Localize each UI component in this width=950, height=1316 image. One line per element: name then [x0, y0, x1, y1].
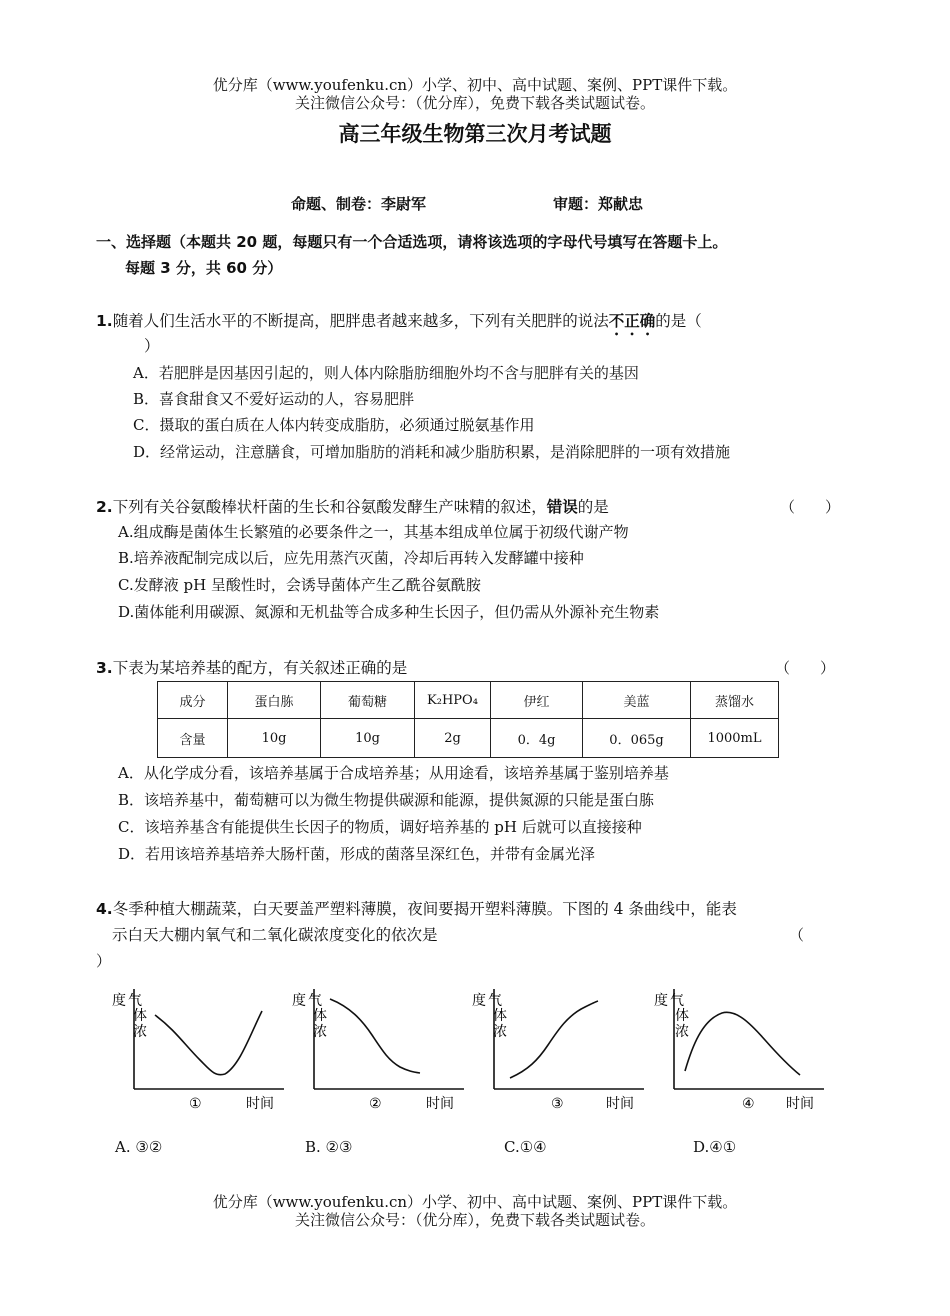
table-cell: 1000mL [691, 719, 779, 758]
question-1-number: 1. [96, 312, 113, 330]
question-3-option-a: A．从化学成分看，该培养基属于合成培养基；从用途看，该培养基属于鉴别培养基 [118, 764, 669, 782]
table-cell: 含量 [158, 719, 228, 758]
question-1-stem [96, 309, 702, 339]
graph-1-marker: ① [189, 1096, 202, 1112]
question-2-option-a: A.组成酶是菌体生长繁殖的必要条件之一，其基本组成单位属于初级代谢产物 [118, 523, 629, 541]
question-2-option-d: D.菌体能利用碳源、氮源和无机盐等合成多种生长因子，但仍需从外源补充生物素 [118, 603, 660, 621]
question-1-text-b: 的是（ [655, 312, 702, 330]
question-3-option-d: D．若用该培养基培养大肠杆菌，形成的菌落呈深红色，并带有金属光泽 [118, 845, 596, 863]
graph-1-curve [155, 1011, 262, 1075]
question-2-text-a: 下列有关谷氨酸棒状杆菌的生长和谷氨酸发酵生产味精的叙述， [112, 498, 547, 516]
graph-4-y-label: 浓 [675, 1024, 689, 1040]
graph-3-marker: ③ [551, 1096, 564, 1112]
question-4-stem-line-2: 示白天大棚内氧气和二氧化碳浓度变化的依次是 [112, 926, 438, 944]
table-header-cell: 蒸馏水 [691, 682, 779, 719]
graph-3-curve [510, 1001, 598, 1078]
table-cell: 0．065g [583, 719, 691, 758]
graph-4-curve [685, 1012, 800, 1075]
page-title: 高三年级生物第三次月考试题 [338, 122, 612, 146]
question-1-text-a: 随着人们生活水平的不断提高，肥胖患者越来越多，下列有关肥胖的说法 [112, 312, 609, 330]
header-line-1: 优分库（www.youfenku.cn）小学、初中、高中试题、案例、PPT课件下载。 [212, 76, 738, 94]
graph-3-y-label: 体 [493, 1008, 507, 1024]
graph-4-x-label: 时间 [786, 1096, 814, 1112]
graph-2-y-label: 浓 [313, 1024, 327, 1040]
table-cell: 0．4g [491, 719, 583, 758]
graph-2-y-label: 度 [292, 993, 306, 1009]
table-cell: 10g [321, 719, 415, 758]
question-3-number: 3. [96, 659, 113, 677]
graph-3-y-label: 气 [488, 993, 502, 1009]
question-2-emphasis: 错误 [546, 498, 578, 516]
graph-3-y-label: 浓 [493, 1024, 507, 1040]
question-1-option-a: A．若肥胖是因基因引起的，则人体内除脂肪细胞外均不含与肥胖有关的基因 [133, 364, 639, 382]
graph-2-y-label: 体 [313, 1008, 327, 1024]
question-4-number: 4. [96, 900, 113, 918]
graph-4-y-label: 气 [670, 993, 684, 1009]
byline-author: 命题、制卷：李尉军 [291, 195, 427, 213]
question-1-option-d: D．经常运动，注意膳食，可增加脂肪的消耗和减少脂肪积累，是消除肥胖的一项有效措施 [133, 443, 731, 461]
question-2-number: 2. [96, 498, 113, 516]
graph-2-y-label: 气 [308, 993, 322, 1009]
question-1-emphasis: 不正确 [608, 312, 656, 330]
graph-3-x-label: 时间 [606, 1096, 634, 1112]
question-3-text: 下表为某培养基的配方，有关叙述正确的是 [112, 659, 408, 677]
graph-2-x-label: 时间 [426, 1096, 454, 1112]
question-1-option-b: B．喜食甜食又不爱好运动的人，容易肥胖 [133, 390, 415, 408]
question-4-stem-line-1 [96, 897, 737, 919]
graph-4-marker: ④ [742, 1096, 755, 1112]
graph-1-y-label: 浓 [133, 1024, 147, 1040]
culture-medium-table [157, 681, 779, 758]
question-4-option-c: C.①④ [504, 1138, 547, 1156]
question-3-stem [96, 656, 407, 678]
table-header-cell: 美蓝 [583, 682, 691, 719]
graph-1-y-label: 体 [133, 1008, 147, 1024]
graph-4 [640, 985, 830, 1115]
question-1-paren-close: ） [144, 337, 160, 355]
question-4-text-line-1: 冬季种植大棚蔬菜，白天要盖严塑料薄膜，夜间要揭开塑料薄膜。下图的 4 条曲线中，能表 [112, 900, 737, 918]
question-4-option-a: A. ③② [115, 1138, 163, 1156]
byline-reviewer: 审题：郑献忠 [553, 195, 644, 213]
question-4-option-b: B. ②③ [305, 1138, 353, 1156]
graph-4-y-label: 体 [675, 1008, 689, 1024]
question-3-answer-paren: （ ） [775, 659, 836, 677]
table-cell: 2g [415, 719, 491, 758]
graph-1 [100, 985, 290, 1115]
table-header-cell: 伊红 [491, 682, 583, 719]
question-2-text-b: 的是 [577, 498, 609, 516]
header-line-2: 关注微信公众号：（优分库），免费下载各类试题试卷。 [294, 94, 655, 112]
graph-3 [460, 985, 650, 1115]
question-2-option-c: C.发酵液 pH 呈酸性时，会诱导菌体产生乙酰谷氨酰胺 [118, 576, 481, 594]
question-4-paren-open: （ [789, 926, 805, 944]
graph-3-y-label: 度 [472, 993, 486, 1009]
graph-1-y-label: 度 [112, 993, 126, 1009]
graph-1-y-label: 气 [128, 993, 142, 1009]
question-2-answer-paren: （ ） [780, 498, 841, 516]
table-header-cell: 蛋白胨 [228, 682, 321, 719]
graph-2-marker: ② [369, 1096, 382, 1112]
table-header-cell: 成分 [158, 682, 228, 719]
question-2-option-b: B.培养液配制完成以后，应先用蒸汽灭菌，冷却后再转入发酵罐中接种 [118, 549, 584, 567]
question-4-option-d: D.④① [693, 1138, 737, 1156]
section-heading-line-1: 一、选择题（本题共 20 题，每题只有一个合适选项，请将该选项的字母代号填写在答题卡上。 [96, 233, 728, 251]
graph-4-y-label: 度 [654, 993, 668, 1009]
question-2-stem [96, 495, 609, 517]
table-header-row [158, 682, 779, 719]
table-row [158, 719, 779, 758]
question-3-option-b: B．该培养基中，葡萄糖可以为微生物提供碳源和能源，提供氮源的只能是蛋白胨 [118, 791, 655, 809]
question-4-paren-close: ） [96, 952, 112, 970]
graph-2-curve [330, 999, 420, 1073]
footer-line-2: 关注微信公众号：（优分库），免费下载各类试题试卷。 [294, 1211, 655, 1229]
graph-1-x-label: 时间 [246, 1096, 274, 1112]
table-cell: 10g [228, 719, 321, 758]
question-3-option-c: C．该培养基含有能提供生长因子的物质，调好培养基的 pH 后就可以直接接种 [118, 818, 642, 836]
footer-line-1: 优分库（www.youfenku.cn）小学、初中、高中试题、案例、PPT课件下载。 [212, 1193, 738, 1211]
table-header-cell: 葡萄糖 [321, 682, 415, 719]
table-header-cell: K₂HPO₄ [415, 682, 491, 719]
section-heading-line-2: 每题 3 分，共 60 分） [125, 259, 283, 277]
graph-2 [280, 985, 470, 1115]
question-1-option-c: C．摄取的蛋白质在人体内转变成脂肪，必须通过脱氨基作用 [133, 416, 535, 434]
